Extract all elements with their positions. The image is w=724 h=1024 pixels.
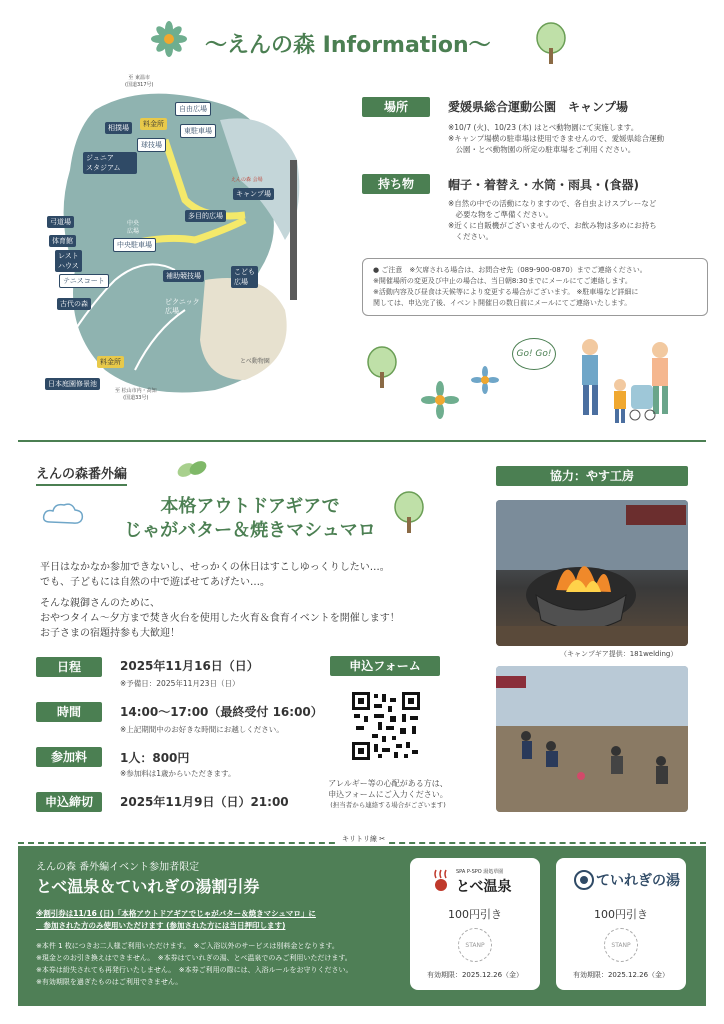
tobe-expiry: 有効期限：2025.12.26（金） — [426, 971, 524, 979]
fee-note: ※参加料は1歳からいただきます。 — [120, 769, 236, 778]
map-label-hojo: 補助競技場 — [163, 270, 204, 282]
caution-box — [362, 258, 708, 316]
firepit-photo — [496, 500, 688, 646]
event-title — [80, 495, 420, 543]
intro-line: 平日はなかなか参加できないし、せっかくの休日はすこしゆっくりしたい…。 — [40, 562, 390, 573]
time-value: 14:00〜17:00（最終受付 16:00） — [120, 705, 323, 719]
map-label-kodai: 古代の森 — [57, 298, 91, 310]
teiregi-expiry: 有効期限：2025.12.26（金） — [572, 971, 670, 979]
items-tag: 持ち物 — [362, 174, 430, 194]
tobe-coupon — [410, 858, 540, 990]
items-note: ください。 — [448, 232, 493, 241]
flower-icon — [150, 20, 188, 58]
map-label-kodomo: こども 広場 — [231, 266, 258, 288]
items-note: ※自然の中での活動になりますので、各自虫よけスプレーなど — [448, 199, 657, 208]
place-notes — [448, 122, 718, 155]
tobe-discount: 100円引き — [448, 908, 502, 921]
items-note: ※近くに自販機がございませんので、お飲み物は多めにお持ち — [448, 221, 657, 230]
intro-line: お子さまの宿題持参も大歓迎！ — [40, 628, 180, 639]
coupon-subtitle: えんの森 番外編イベント参加者限定 — [36, 862, 200, 873]
deadline-value: 2025年11月9日（日）21:00 — [120, 795, 289, 809]
event-intro — [40, 560, 480, 641]
map-note-venue: えんの森 会場 — [231, 177, 263, 183]
map-label-ryokin2: 料金所 — [97, 356, 124, 368]
place-value: 愛媛県総合運動公園 キャンプ場 — [448, 100, 629, 114]
teiregi-discount: 100円引き — [594, 908, 648, 921]
map-label-kyudo: 弓道場 — [47, 216, 74, 228]
family-illustration — [565, 335, 695, 430]
event-title-line: 本格アウトドアギアで — [160, 496, 340, 517]
form-tag: 申込フォーム — [330, 656, 440, 676]
gathering-photo — [496, 666, 688, 812]
go-go-bubble: Go! Go! — [512, 338, 556, 370]
page-title: 〜えんの森 Information〜 — [205, 33, 491, 58]
map-label-teien: 日本庭園修景池 — [45, 378, 100, 390]
deadline-tag: 申込締切 — [36, 792, 102, 812]
coupon-notice — [36, 908, 316, 932]
map-label-kyugi: 球技場 — [137, 138, 166, 152]
coupon-notice-line: 参加された方のみ使用いただけます (参加された方には当日押印します) — [36, 921, 286, 930]
form-note: 申込フォームにご入力ください。 — [328, 790, 448, 799]
map-label-chuo: 中央 広場 — [127, 220, 140, 235]
map-label-picnic: ピクニック 広場 — [165, 298, 200, 315]
caution-line: 関しては、申込完了後、イベント開催日の数日前にメールにてご連絡いたします。 — [373, 299, 632, 307]
date-tag: 日程 — [36, 657, 102, 677]
map-note-top: 至 東温市 (国道317号) — [125, 75, 154, 88]
event-title-line: じゃがバター＆焼きマシュマロ — [124, 520, 376, 541]
teiregi-coupon — [556, 858, 686, 990]
coupon-notes — [36, 940, 396, 988]
map-label-central-parking: 中央駐車場 — [113, 238, 156, 252]
map-label-ryokin: 料金所 — [140, 118, 167, 130]
caution-line: ● ご注意 ※欠席される場合は、お問合せ先（089-900-0870）までご連絡ください。 — [373, 266, 647, 274]
form-notes — [318, 778, 458, 811]
map-label-higashi-parking: 東駐車場 — [180, 124, 216, 138]
flower-icon — [420, 380, 460, 420]
coupon-note: ※本券は紛失されても再発行いたしません。 ※本券ご利用の際には、入浴ルールをお守りください。 — [36, 966, 353, 974]
section-label: えんの森番外編 — [36, 463, 127, 486]
date-value: 2025年11月16日（日） — [120, 659, 259, 673]
time-tag: 時間 — [36, 702, 102, 722]
map-label-aiba: 相撲場 — [105, 122, 132, 134]
place-note: ※10/7 (火)、10/23 (木) はとべ動物園にて実施します。 — [448, 123, 639, 132]
tree-icon — [365, 345, 399, 390]
coupon-notice-line: ※割引券は11/16 (日)「本格アウトドアギアでじゃがバター＆焼きマシュマロ」に — [36, 909, 316, 918]
tree-icon — [535, 22, 567, 66]
leaf-icon — [175, 458, 209, 480]
intro-line: そんな親御さんのために、 — [40, 598, 160, 609]
fee-tag: 参加料 — [36, 747, 102, 767]
place-note: 公園・とべ動物園の所定の駐車場をご利用ください。 — [448, 145, 636, 154]
date-note: ※予備日：2025年11月23日（日） — [120, 679, 240, 688]
map-label-tamokuteki: 多目的広場 — [185, 210, 226, 222]
tobe-name: とべ温泉 — [456, 879, 512, 895]
cut-line-label: キリトリ線 ✂ — [338, 834, 389, 844]
map-label-taiiku: 体育館 — [49, 235, 76, 247]
tobe-stamp: STANP — [458, 928, 492, 962]
intro-line: おやつタイム〜夕方まで焚き火台を使用した火育＆食育イベントを開催します！ — [40, 613, 400, 624]
caution-line: ※活動内容及び昼食は天候等により変更する場合がございます。 ※駐車場など詳細に — [373, 288, 639, 296]
caution-line: ※開催場所の変更及び中止の場合は、当日朝8:30までにメールにてご連絡します。 — [373, 277, 632, 285]
teiregi-name: ていれぎの湯 — [596, 873, 680, 889]
coupon-title: とべ温泉＆ていれぎの湯割引券 — [36, 877, 260, 896]
intro-line: でも、子どもには自然の中で遊ばせてあげたい…。 — [40, 577, 270, 588]
map-label-rest: レスト ハウス — [55, 250, 82, 272]
map-label-camp: キャンプ場 — [233, 188, 274, 200]
coupon-note: ※本件 1 枚につきお二人様ご利用いただけます。 ※ご入浴以外のサービスは別料金となります。 — [36, 942, 339, 950]
coop-tag: 協力：やす工房 — [496, 466, 688, 486]
cut-label-text: キリトリ線 — [342, 835, 377, 843]
teiregi-stamp: STANP — [604, 928, 638, 962]
flower-icon — [470, 365, 500, 395]
section-divider — [18, 440, 706, 442]
tree-icon — [392, 490, 426, 535]
time-note: ※上記期間中のお好きな時間にお越しください。 — [120, 725, 284, 734]
hot-spring-icon — [430, 868, 452, 892]
form-note: (担当者から連絡する場合がございます) — [330, 801, 446, 809]
teiregi-logo-icon — [574, 870, 594, 890]
map-label-tennis: テニスコート — [59, 274, 109, 288]
items-value: 帽子・着替え・水筒・雨具・(食器) — [448, 178, 639, 192]
map-label-tobezoo: とべ動物園 — [240, 358, 270, 365]
form-note: アレルギー等の心配がある方は、 — [328, 779, 448, 788]
coupon-note: ※現金とのお引き換えはできません。 ※本券はていれぎの湯、とべ温泉でのみご利用いただけます。 — [36, 954, 352, 962]
place-tag: 場所 — [362, 97, 430, 117]
items-notes — [448, 198, 718, 242]
tobe-top: SPA P-SPO 湯処草園 — [456, 869, 504, 875]
coupon-note: ※有効期限を過ぎたものはご利用できません。 — [36, 978, 183, 986]
park-map — [35, 70, 315, 400]
items-note: 必要な物をご準備ください。 — [448, 210, 553, 219]
map-label-jiyu: 自由広場 — [175, 102, 211, 116]
place-note: ※キャンプ場横の駐車場は使用できませんので、愛媛県総合運動 — [448, 134, 665, 143]
qr-code[interactable] — [350, 690, 422, 762]
map-note-bottom: 至 松山市内・高知 (国道33号) — [115, 388, 157, 401]
photo-credit: （キャンプギア提供：181welding） — [560, 650, 678, 658]
map-label-junior: ジュニア スタジアム — [83, 152, 137, 174]
fee-value: 1人：800円 — [120, 751, 190, 765]
qr-code-image — [350, 690, 422, 762]
